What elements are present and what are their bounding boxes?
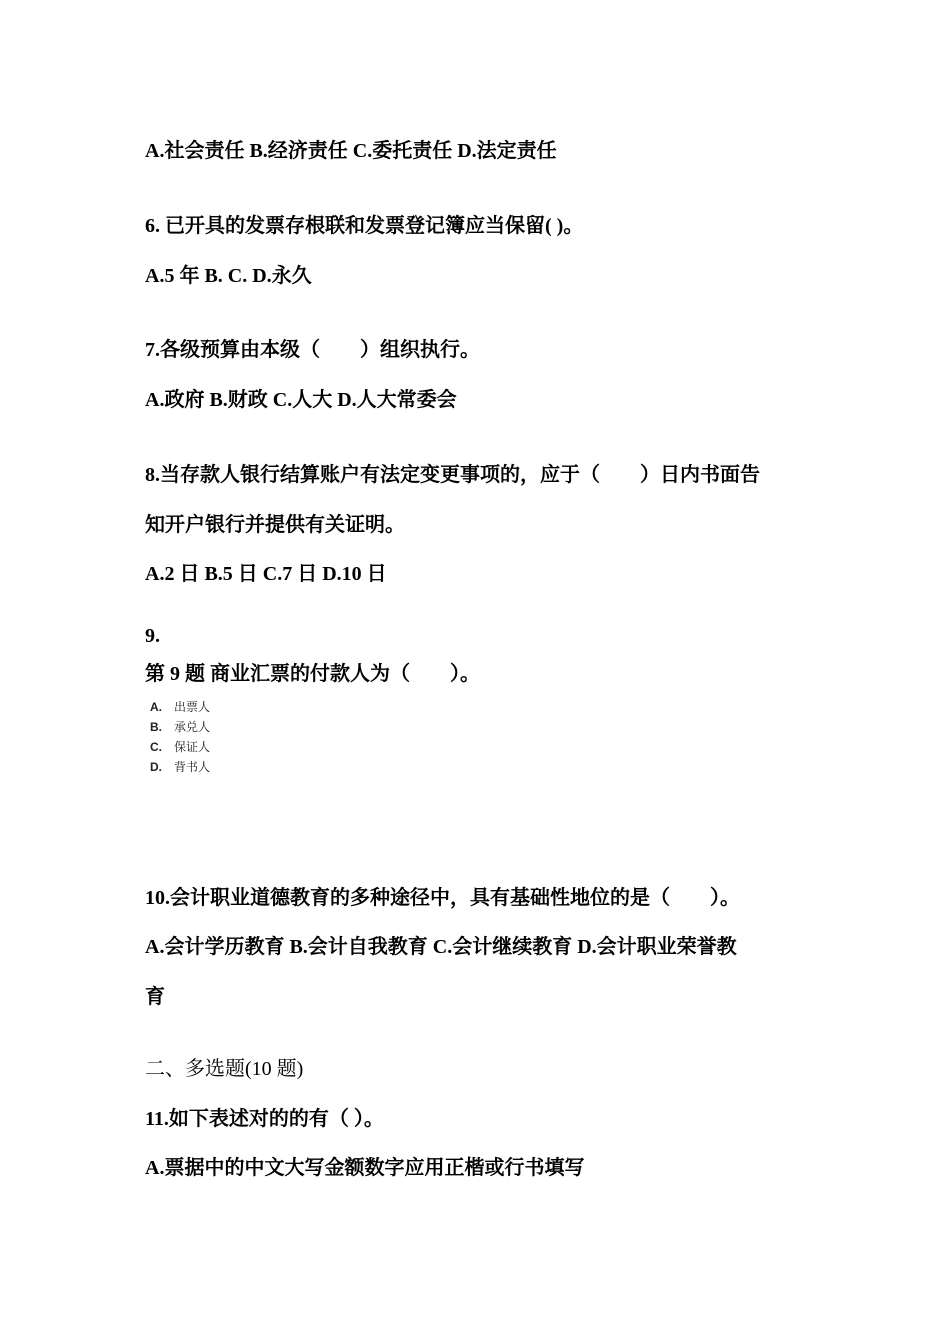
q9-option-a-letter: A. (150, 700, 162, 714)
q8-options: A.2 日 B.5 日 C.7 日 D.10 日 (145, 563, 387, 585)
q9-option-d-text: 背书人 (174, 760, 211, 774)
section-title: 二、多选题(10 题) (145, 1058, 304, 1080)
q9-option-c (150, 740, 210, 754)
q9-options-image (150, 698, 270, 782)
q11-option-a: A.票据中的中文大写金额数字应用正楷或行书填写 (145, 1157, 585, 1179)
q9-option-b-letter: B. (150, 720, 162, 734)
q9-option-c-text: 保证人 (174, 740, 211, 754)
q10-stem: 10.会计职业道德教育的多种途径中，具有基础性地位的是（ ）。 (145, 887, 740, 909)
q6-stem: 6. 已开具的发票存根联和发票登记簿应当保留( )。 (145, 215, 584, 237)
q7-options: A.政府 B.财政 C.人大 D.人大常委会 (145, 389, 457, 411)
q7-stem: 7.各级预算由本级（ ）组织执行。 (145, 339, 480, 361)
q9-option-d (150, 760, 210, 774)
q8-stem-line2: 知开户银行并提供有关证明。 (145, 514, 405, 536)
q6-options: A.5 年 B. C. D.永久 (145, 265, 312, 287)
q11-stem: 11.如下表述对的的有（ ）。 (145, 1108, 384, 1130)
q9-option-b (150, 720, 210, 734)
q8-stem-line1: 8.当存款人银行结算账户有法定变更事项的，应于（ ）日内书面告 (145, 464, 760, 486)
q9-option-d-letter: D. (150, 760, 162, 774)
q9-option-c-letter: C. (150, 740, 162, 754)
q5-options: A.社会责任 B.经济责任 C.委托责任 D.法定责任 (145, 140, 557, 162)
q10-options-line1: A.会计学历教育 B.会计自我教育 C.会计继续教育 D.会计职业荣誉教 (145, 936, 737, 958)
q9-option-b-text: 承兑人 (174, 720, 211, 734)
q9-option-a-text: 出票人 (174, 700, 211, 714)
q9-option-a (150, 700, 210, 714)
q9-number: 9. (145, 625, 160, 647)
q9-stem: 第 9 题 商业汇票的付款人为（ ）。 (145, 663, 480, 685)
q10-options-line2: 育 (145, 986, 165, 1008)
